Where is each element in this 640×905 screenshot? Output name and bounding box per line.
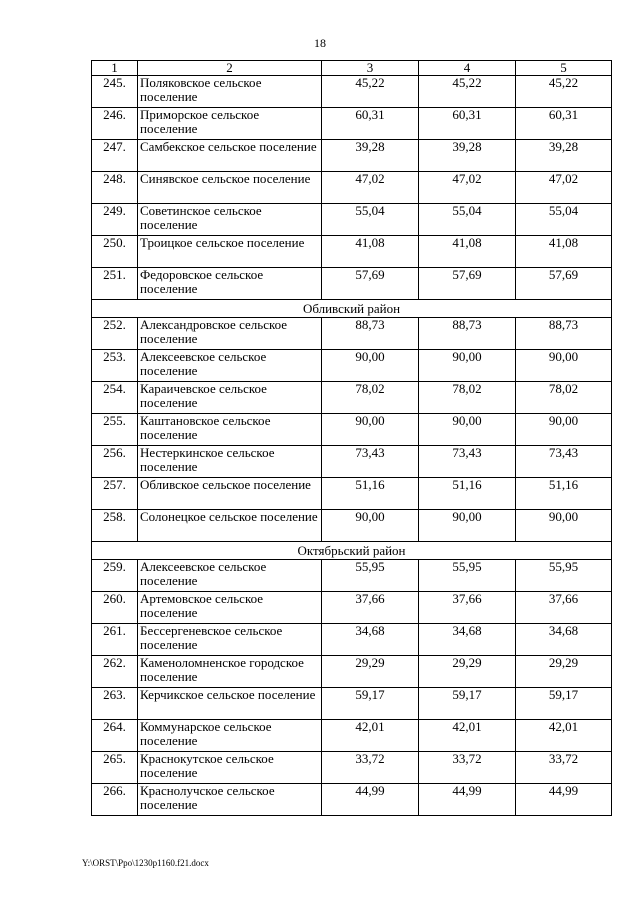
value-col-5: 88,73 [516,318,612,350]
value-col-5: 55,04 [516,204,612,236]
settlement-name: Краснокутское сельское поселение [138,752,322,784]
value-col-5: 90,00 [516,350,612,382]
value-col-5: 45,22 [516,76,612,108]
table-row [92,560,612,592]
settlement-name: Обливское сельское поселение [138,478,322,510]
value-col-5: 34,68 [516,624,612,656]
row-number: 263. [92,688,138,720]
value-col-5: 59,17 [516,688,612,720]
value-col-3: 34,68 [322,624,419,656]
value-col-5: 47,02 [516,172,612,204]
table-row [92,784,612,816]
value-col-5: 73,43 [516,446,612,478]
table-row [92,172,612,204]
table-row [92,76,612,108]
settlement-name: Синявское сельское поселение [138,172,322,204]
value-col-5: 44,99 [516,784,612,816]
value-col-4: 34,68 [419,624,516,656]
row-number: 246. [92,108,138,140]
settlement-name: Артемовское сельское поселение [138,592,322,624]
settlement-name: Каменоломненское городское поселение [138,656,322,688]
table-row [92,592,612,624]
value-col-5: 90,00 [516,510,612,542]
table-row [92,624,612,656]
table-row [92,350,612,382]
row-number: 259. [92,560,138,592]
value-col-3: 78,02 [322,382,419,414]
data-table [91,60,612,816]
value-col-4: 90,00 [419,414,516,446]
table-row [92,318,612,350]
table-row [92,656,612,688]
table-row [92,140,612,172]
table-row [92,510,612,542]
row-number: 261. [92,624,138,656]
row-number: 266. [92,784,138,816]
settlement-name: Федоровское сельское поселение [138,268,322,300]
value-col-3: 88,73 [322,318,419,350]
row-number: 264. [92,720,138,752]
value-col-4: 73,43 [419,446,516,478]
header-cell: 5 [516,61,612,76]
value-col-4: 78,02 [419,382,516,414]
value-col-4: 44,99 [419,784,516,816]
settlement-name: Алексеевское сельское поселение [138,350,322,382]
value-col-4: 29,29 [419,656,516,688]
header-cell: 4 [419,61,516,76]
table-row [92,268,612,300]
value-col-3: 37,66 [322,592,419,624]
header-cell: 1 [92,61,138,76]
row-number: 265. [92,752,138,784]
value-col-4: 51,16 [419,478,516,510]
value-col-3: 41,08 [322,236,419,268]
value-col-3: 55,04 [322,204,419,236]
value-col-4: 57,69 [419,268,516,300]
value-col-5: 42,01 [516,720,612,752]
settlement-name: Алексеевское сельское поселение [138,560,322,592]
value-col-3: 45,22 [322,76,419,108]
value-col-4: 90,00 [419,510,516,542]
row-number: 252. [92,318,138,350]
header-cell: 2 [138,61,322,76]
value-col-3: 55,95 [322,560,419,592]
value-col-4: 41,08 [419,236,516,268]
value-col-5: 57,69 [516,268,612,300]
table-row [92,720,612,752]
row-number: 247. [92,140,138,172]
settlement-name: Краснолучское сельское поселение [138,784,322,816]
value-col-4: 60,31 [419,108,516,140]
table-row [92,446,612,478]
section-row [92,300,612,318]
value-col-4: 88,73 [419,318,516,350]
table-row [92,478,612,510]
settlement-name: Солонецкое сельское поселение [138,510,322,542]
value-col-4: 90,00 [419,350,516,382]
settlement-name: Троицкое сельское поселение [138,236,322,268]
value-col-3: 42,01 [322,720,419,752]
value-col-4: 55,95 [419,560,516,592]
row-number: 262. [92,656,138,688]
settlement-name: Керчикское сельское поселение [138,688,322,720]
value-col-4: 47,02 [419,172,516,204]
value-col-3: 33,72 [322,752,419,784]
value-col-3: 47,02 [322,172,419,204]
value-col-3: 73,43 [322,446,419,478]
row-number: 245. [92,76,138,108]
settlement-name: Нестеркинское сельское поселение [138,446,322,478]
settlement-name: Самбекское сельское поселение [138,140,322,172]
section-title: Октябрьский район [92,542,612,560]
value-col-4: 42,01 [419,720,516,752]
value-col-5: 37,66 [516,592,612,624]
value-col-4: 33,72 [419,752,516,784]
value-col-3: 59,17 [322,688,419,720]
value-col-4: 45,22 [419,76,516,108]
table-row [92,382,612,414]
row-number: 249. [92,204,138,236]
footer-file-path: Y:\ORST\Ppo\1230p1160.f21.docx [82,858,209,868]
value-col-3: 29,29 [322,656,419,688]
row-number: 250. [92,236,138,268]
header-cell: 3 [322,61,419,76]
value-col-5: 60,31 [516,108,612,140]
value-col-5: 51,16 [516,478,612,510]
table-body [92,61,612,816]
value-col-5: 41,08 [516,236,612,268]
row-number: 253. [92,350,138,382]
row-number: 255. [92,414,138,446]
table-row [92,204,612,236]
value-col-5: 78,02 [516,382,612,414]
settlement-name: Поляковское сельское поселение [138,76,322,108]
table-row [92,688,612,720]
table-row [92,414,612,446]
settlement-name: Александровское сельское поселение [138,318,322,350]
page-number: 18 [314,36,326,50]
settlement-name: Советинское сельское поселение [138,204,322,236]
settlement-name: Бессергеневское сельское поселение [138,624,322,656]
row-number: 251. [92,268,138,300]
table-row [92,752,612,784]
value-col-4: 37,66 [419,592,516,624]
table-header-row [92,61,612,76]
value-col-4: 59,17 [419,688,516,720]
value-col-5: 55,95 [516,560,612,592]
value-col-3: 57,69 [322,268,419,300]
value-col-5: 29,29 [516,656,612,688]
row-number: 248. [92,172,138,204]
value-col-4: 55,04 [419,204,516,236]
value-col-3: 44,99 [322,784,419,816]
value-col-3: 90,00 [322,414,419,446]
value-col-5: 90,00 [516,414,612,446]
settlement-name: Приморское сельское поселение [138,108,322,140]
value-col-3: 90,00 [322,510,419,542]
row-number: 254. [92,382,138,414]
section-title: Обливский район [92,300,612,318]
settlement-name: Караичевское сельское поселение [138,382,322,414]
value-col-5: 33,72 [516,752,612,784]
value-col-3: 90,00 [322,350,419,382]
row-number: 257. [92,478,138,510]
value-col-3: 39,28 [322,140,419,172]
value-col-3: 60,31 [322,108,419,140]
table-row [92,236,612,268]
settlement-name: Коммунарское сельское поселение [138,720,322,752]
row-number: 260. [92,592,138,624]
value-col-4: 39,28 [419,140,516,172]
section-row [92,542,612,560]
row-number: 256. [92,446,138,478]
value-col-5: 39,28 [516,140,612,172]
settlement-name: Каштановское сельское поселение [138,414,322,446]
row-number: 258. [92,510,138,542]
value-col-3: 51,16 [322,478,419,510]
table-row [92,108,612,140]
